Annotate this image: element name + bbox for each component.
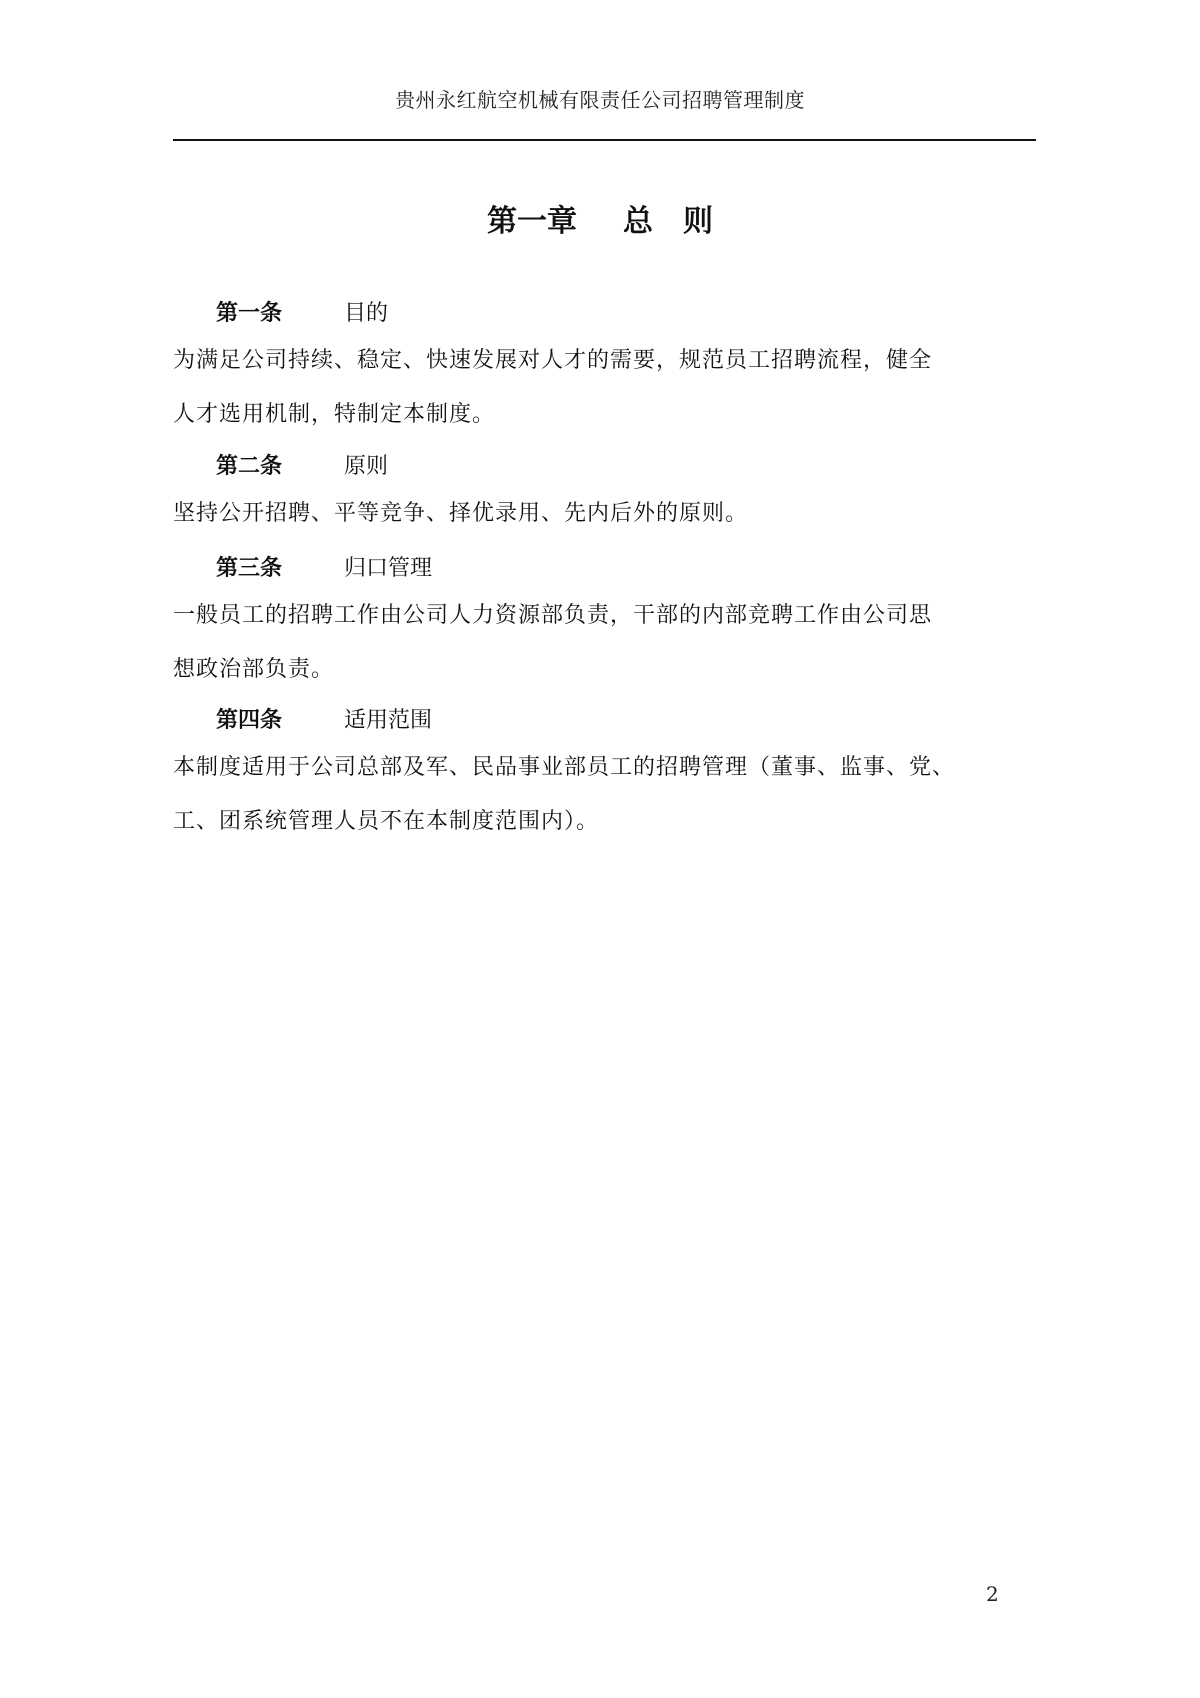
article-3-line-1: 一般员工的招聘工作由公司人力资源部负责，干部的内部竞聘工作由公司思 bbox=[173, 603, 933, 628]
article-1-line-2: 人才选用机制，特制定本制度。 bbox=[173, 402, 496, 427]
article-4-name: 适用范围 bbox=[344, 708, 433, 733]
page-number: 2 bbox=[986, 1582, 999, 1606]
chapter-number: 第一章 bbox=[487, 204, 577, 239]
article-4-line-1: 本制度适用于公司总部及军、民品事业部员工的招聘管理（董事、监事、党、 bbox=[173, 755, 956, 780]
article-1-name: 目的 bbox=[344, 301, 389, 326]
article-3-label: 第三条 bbox=[216, 556, 283, 581]
article-2-heading bbox=[216, 449, 388, 480]
header-divider bbox=[173, 139, 1036, 141]
article-4-line-2: 工、团系统管理人员不在本制度范围内）。 bbox=[173, 809, 600, 834]
article-3-body bbox=[173, 589, 1039, 697]
page-header-title: 贵州永红航空机械有限责任公司招聘管理制度 bbox=[395, 88, 805, 112]
article-2-label: 第二条 bbox=[216, 454, 283, 479]
chapter-title bbox=[0, 196, 1200, 240]
article-2-body bbox=[173, 487, 1039, 541]
article-2-line-1: 坚持公开招聘、平等竞争、择优录用、先内后外的原则。 bbox=[173, 501, 749, 526]
article-3-heading bbox=[216, 551, 432, 582]
article-2-name: 原则 bbox=[344, 454, 389, 479]
article-4-label: 第四条 bbox=[216, 708, 283, 733]
article-4-body bbox=[173, 741, 1039, 849]
chapter-name-part2: 则 bbox=[683, 204, 713, 239]
article-1-label: 第一条 bbox=[216, 301, 283, 326]
article-1-body bbox=[173, 334, 1039, 442]
article-1-line-1: 为满足公司持续、稳定、快速发展对人才的需要，规范员工招聘流程，健全 bbox=[173, 348, 933, 373]
article-3-line-2: 想政治部负责。 bbox=[173, 657, 335, 682]
article-4-heading bbox=[216, 703, 432, 734]
article-3-name: 归口管理 bbox=[344, 556, 433, 581]
chapter-name-part1: 总 bbox=[623, 204, 653, 239]
article-1-heading bbox=[216, 296, 388, 327]
